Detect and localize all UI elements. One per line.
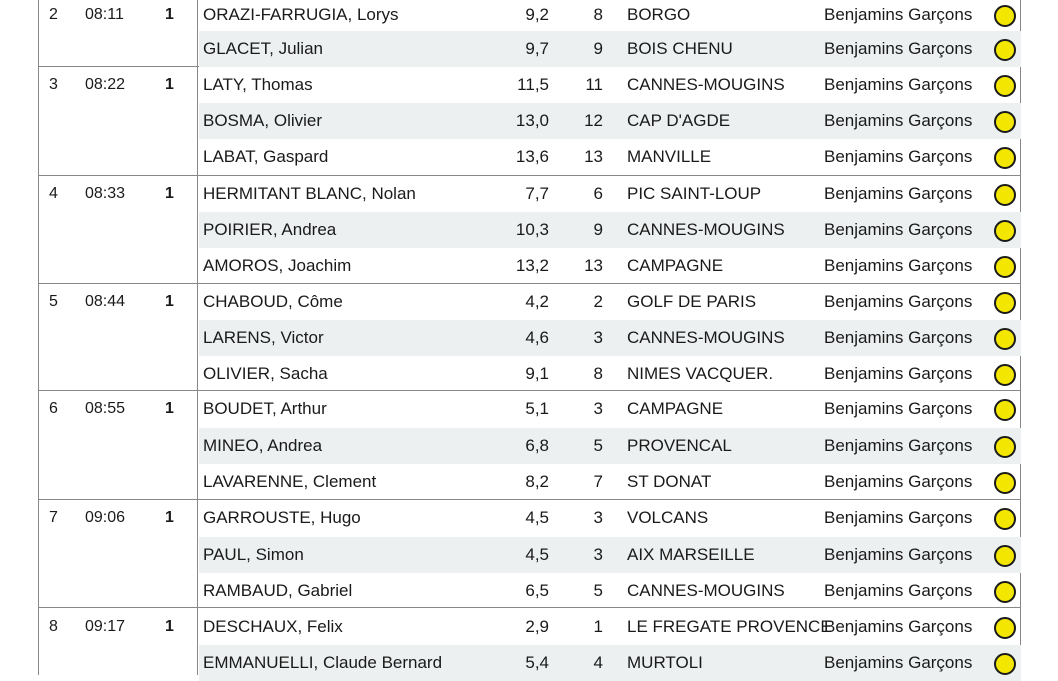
player-category: Benjamins Garçons <box>824 508 973 527</box>
starting-tee: 1 <box>165 293 174 310</box>
yellow-tee-marker-icon <box>994 581 1016 603</box>
yellow-tee-marker-icon <box>994 364 1016 386</box>
player-row <box>199 609 1021 645</box>
player-club: CANNES-MOUGINS <box>627 220 785 239</box>
player-row <box>199 428 1021 464</box>
player-handicap: 11,5 <box>517 75 549 94</box>
group-number: 7 <box>49 509 58 526</box>
yellow-tee-marker-icon <box>994 617 1016 639</box>
player-row <box>199 103 1021 139</box>
player-index: 11 <box>585 75 603 94</box>
player-category: Benjamins Garçons <box>824 472 973 491</box>
player-name: ORAZI-FARRUGIA, Lorys <box>203 5 399 24</box>
tee-time: 08:11 <box>85 6 124 23</box>
player-category: Benjamins Garçons <box>824 111 973 130</box>
player-name: CHABOUD, Côme <box>203 292 343 311</box>
player-name: OLIVIER, Sacha <box>203 364 328 383</box>
player-handicap: 13,6 <box>515 147 549 166</box>
player-index: 1 <box>593 617 603 636</box>
player-club: BOIS CHENU <box>627 39 733 58</box>
player-club: MURTOLI <box>627 653 703 672</box>
player-club: CANNES-MOUGINS <box>627 75 785 94</box>
player-index: 3 <box>593 508 603 527</box>
yellow-tee-marker-icon <box>994 220 1016 242</box>
yellow-tee-marker-icon <box>994 436 1016 458</box>
player-handicap: 9,1 <box>525 364 549 383</box>
tee-time: 09:17 <box>85 618 126 635</box>
player-club: CAMPAGNE <box>627 399 724 418</box>
yellow-tee-marker-icon <box>994 39 1016 61</box>
yellow-tee-marker-icon <box>994 5 1016 27</box>
player-row <box>199 139 1021 175</box>
player-handicap: 2,9 <box>525 617 549 636</box>
player-category: Benjamins Garçons <box>824 292 973 311</box>
tee-time: 08:55 <box>85 400 126 417</box>
player-index: 9 <box>593 220 603 239</box>
player-name: GLACET, Julian <box>203 39 323 58</box>
player-handicap: 7,7 <box>525 184 549 203</box>
player-name: AMOROS, Joachim <box>203 256 352 275</box>
player-row <box>199 537 1021 573</box>
player-row <box>199 212 1021 248</box>
left-border <box>38 0 39 675</box>
tee-time: 08:33 <box>85 185 126 202</box>
player-category: Benjamins Garçons <box>824 545 973 564</box>
player-handicap: 4,2 <box>525 292 549 311</box>
player-club: PIC SAINT-LOUP <box>627 184 762 203</box>
player-name: HERMITANT BLANC, Nolan <box>203 184 416 203</box>
player-club: CAMPAGNE <box>627 256 724 275</box>
group-number: 5 <box>49 293 58 310</box>
player-handicap: 13,0 <box>515 111 549 130</box>
player-handicap: 5,1 <box>525 399 549 418</box>
player-row <box>199 284 1021 320</box>
player-category: Benjamins Garçons <box>824 39 973 58</box>
player-name: LAVARENNE, Clement <box>203 472 377 491</box>
player-club: NIMES VACQUER. <box>627 364 774 383</box>
player-category: Benjamins Garçons <box>824 436 973 455</box>
player-club: VOLCANS <box>627 508 709 527</box>
player-index: 8 <box>593 5 603 24</box>
player-club: CANNES-MOUGINS <box>627 328 785 347</box>
starting-tee: 1 <box>165 76 174 93</box>
player-club: AIX MARSEILLE <box>627 545 755 564</box>
player-row <box>199 645 1021 681</box>
player-category: Benjamins Garçons <box>824 328 973 347</box>
player-index: 6 <box>593 184 603 203</box>
player-row <box>199 464 1021 500</box>
yellow-tee-marker-icon <box>994 508 1016 530</box>
player-index: 8 <box>593 364 603 383</box>
player-row <box>199 500 1021 536</box>
player-club: GOLF DE PARIS <box>627 292 757 311</box>
player-name: DESCHAUX, Felix <box>203 617 343 636</box>
yellow-tee-marker-icon <box>994 545 1016 567</box>
player-category: Benjamins Garçons <box>824 184 973 203</box>
player-handicap: 6,8 <box>525 436 549 455</box>
player-handicap: 6,5 <box>525 581 549 600</box>
group-number: 6 <box>49 400 58 417</box>
player-category: Benjamins Garçons <box>824 581 973 600</box>
player-index: 4 <box>593 653 603 672</box>
group-number: 2 <box>49 6 58 23</box>
player-name: LATY, Thomas <box>203 75 313 94</box>
tee-time: 09:06 <box>85 509 126 526</box>
player-name: GARROUSTE, Hugo <box>203 508 361 527</box>
player-handicap: 13,2 <box>515 256 549 275</box>
player-name: PAUL, Simon <box>203 545 304 564</box>
player-club: MANVILLE <box>627 147 712 166</box>
player-index: 3 <box>593 328 603 347</box>
player-row <box>199 0 1021 33</box>
player-name: MINEO, Andrea <box>203 436 323 455</box>
group-number: 3 <box>49 76 58 93</box>
player-category: Benjamins Garçons <box>824 399 973 418</box>
yellow-tee-marker-icon <box>994 111 1016 133</box>
player-name: BOSMA, Olivier <box>203 111 323 130</box>
player-index: 13 <box>584 256 603 275</box>
player-row <box>199 391 1021 427</box>
tee-time: 08:44 <box>85 293 126 310</box>
starting-tee: 1 <box>165 6 174 23</box>
player-handicap: 4,5 <box>525 545 549 564</box>
player-club: BORGO <box>627 5 691 24</box>
player-category: Benjamins Garçons <box>824 220 973 239</box>
player-row <box>199 356 1021 392</box>
player-index: 5 <box>593 436 603 455</box>
player-name: LABAT, Gaspard <box>203 147 329 166</box>
yellow-tee-marker-icon <box>994 184 1016 206</box>
yellow-tee-marker-icon <box>994 328 1016 350</box>
group-number: 4 <box>49 185 58 202</box>
player-row <box>199 31 1021 67</box>
player-name: RAMBAUD, Gabriel <box>203 581 353 600</box>
player-index: 5 <box>593 581 603 600</box>
yellow-tee-marker-icon <box>994 256 1016 278</box>
player-category: Benjamins Garçons <box>824 617 973 636</box>
player-category: Benjamins Garçons <box>824 5 973 24</box>
player-row <box>199 320 1021 356</box>
player-name: BOUDET, Arthur <box>203 399 327 418</box>
yellow-tee-marker-icon <box>994 399 1016 421</box>
player-row <box>199 573 1021 609</box>
starting-tee: 1 <box>165 618 174 635</box>
yellow-tee-marker-icon <box>994 653 1016 675</box>
player-index: 3 <box>593 545 603 564</box>
starting-tee: 1 <box>165 400 174 417</box>
player-handicap: 9,7 <box>525 39 549 58</box>
player-category: Benjamins Garçons <box>824 147 973 166</box>
player-club: LE FREGATE PROVENCE <box>627 617 832 636</box>
player-handicap: 4,5 <box>525 508 549 527</box>
yellow-tee-marker-icon <box>994 147 1016 169</box>
player-club: ST DONAT <box>627 472 712 491</box>
player-handicap: 9,2 <box>525 5 549 24</box>
player-name: LARENS, Victor <box>203 328 324 347</box>
player-index: 12 <box>584 111 603 130</box>
player-club: PROVENCAL <box>627 436 732 455</box>
player-handicap: 4,6 <box>525 328 549 347</box>
player-index: 7 <box>593 472 603 491</box>
player-category: Benjamins Garçons <box>824 653 973 672</box>
starting-tee: 1 <box>165 185 174 202</box>
player-row <box>199 248 1021 284</box>
player-index: 9 <box>593 39 603 58</box>
player-category: Benjamins Garçons <box>824 256 973 275</box>
group-number: 8 <box>49 618 58 635</box>
yellow-tee-marker-icon <box>994 472 1016 494</box>
yellow-tee-marker-icon <box>994 75 1016 97</box>
player-club: CAP D'AGDE <box>627 111 731 130</box>
player-category: Benjamins Garçons <box>824 364 973 383</box>
player-handicap: 10,3 <box>515 220 549 239</box>
player-handicap: 8,2 <box>525 472 549 491</box>
tee-time: 08:22 <box>85 76 126 93</box>
player-row <box>199 176 1021 212</box>
player-category: Benjamins Garçons <box>824 75 973 94</box>
player-row <box>199 67 1021 103</box>
yellow-tee-marker-icon <box>994 292 1016 314</box>
player-handicap: 5,4 <box>525 653 549 672</box>
group-column-divider <box>197 0 198 675</box>
player-club: CANNES-MOUGINS <box>627 581 785 600</box>
player-index: 2 <box>593 292 603 311</box>
starting-tee: 1 <box>165 509 174 526</box>
player-name: EMMANUELLI, Claude Bernard <box>203 653 443 672</box>
player-index: 3 <box>593 399 603 418</box>
player-name: POIRIER, Andrea <box>203 220 337 239</box>
player-index: 13 <box>584 147 603 166</box>
